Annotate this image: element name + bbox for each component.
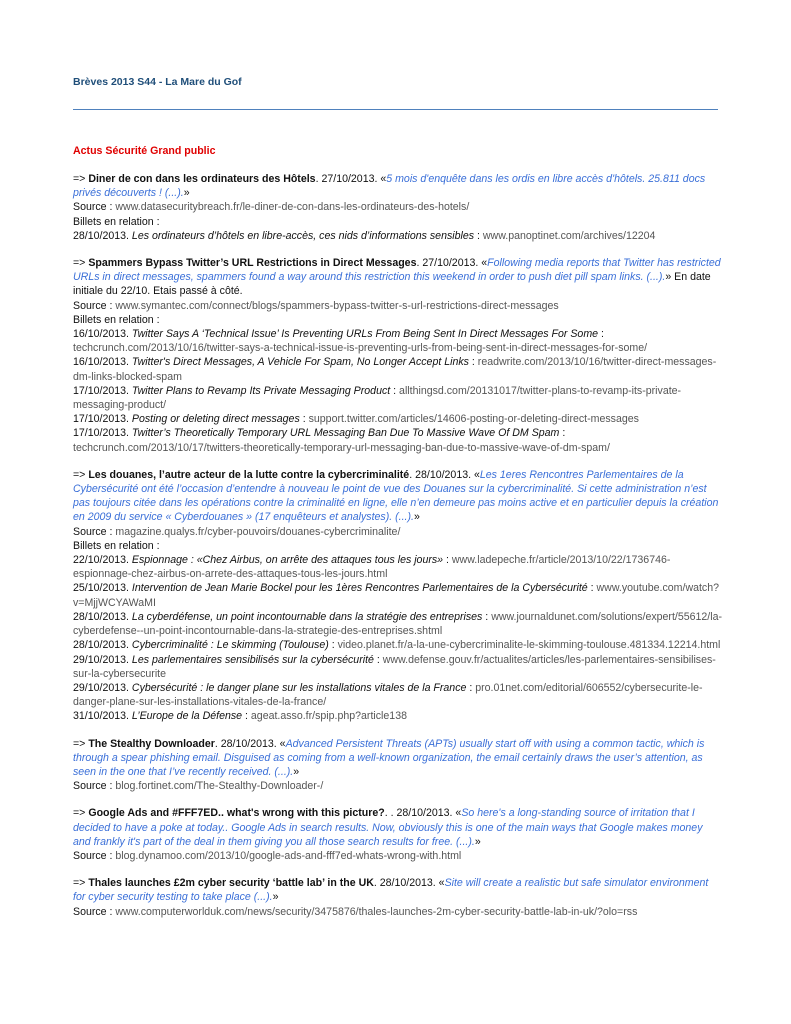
related-date: 28/10/2013. [73,610,132,623]
related-label: Billets en relation : [73,313,160,326]
entry-title: Les douanes, l’autre acteur de la lutte contre la cybercriminalité [88,468,410,481]
related-item: 25/10/2013. Intervention de Jean Marie Bockel pour les 1ères Rencontres Parlementaires de la Cybersécurité : www.youtube.com/watch?v=MjjWCYAWaMI [73,582,720,609]
entry-title: Diner de con dans les ordinateurs des Hôtels [88,173,316,185]
related-link[interactable]: video.planet.fr/a-la-une-cybercriminalite-le-skimming-toulouse.481334.12214.html [337,639,721,652]
entry-quote: Site will create a realistic but safe simulator environment for cyber security testing to take place (...). [73,877,709,904]
related-link[interactable]: allthingsd.com/20131017/twitter-plans-to-revamp-its-private-messaging-product/ [73,384,682,412]
related-date: 16/10/2013. [73,356,132,369]
entry-quote: Advanced Persistent Threats (APTs) usually start off with using a common tactic, which is through a spear phishing email. Disguised as coming from a well-known organization, the email certainly draws the user’s attention, as seen in the one that I’ve recently received. (...). [73,737,705,778]
related-title: Intervention de Jean Marie Bockel pour les 1ères Rencontres Parlementaires de la Cybersécurité [131,582,588,595]
related-item: 16/10/2013. Twitter Says A ‘Technical Issue’ Is Preventing URLs From Being Sent In Direct Messages For Some : techcrunch.com/2013/10/16/twitter-says-a-technical-issue-is-preventing-urls-from-being-sent-in-direct-messages-for-some/ [73,328,648,355]
header-divider [73,109,718,110]
related-date: 29/10/2013. [73,681,132,694]
related-item: 29/10/2013. Cybersécurité : le danger plane sur les installations vitales de la France : pro.01net.com/editorial/606552/cybersecurite-le-danger-plane-sur-les-installations-vitales-de-la-france/ [73,681,703,709]
related-link[interactable]: support.twitter.com/articles/14606-posting-or-deleting-direct-messages [308,413,639,426]
related-label: Billets en relation : [73,215,160,228]
related-link[interactable]: pro.01net.com/editorial/606552/cybersecurite-le-danger-plane-sur-les-installations-vitales-de-la-france/ [73,681,703,709]
source-link[interactable]: blog.dynamoo.com/2013/10/google-ads-and-fff7ed-whats-wrong-with.html [115,849,462,862]
related-link[interactable]: www.panoptinet.com/archives/12204 [482,229,656,242]
entry-source [73,525,723,539]
related-date: 25/10/2013. [73,582,132,595]
related-link[interactable]: www.youtube.com/watch?v=MjjWCYAWaMI [73,582,720,609]
related-item: 31/10/2013. L’Europe de la Défense : ageat.asso.fr/spip.php?article138 [73,710,407,723]
source-label: Source : [73,201,116,214]
related-date: 29/10/2013. [73,653,132,666]
related-date: 22/10/2013. [73,554,132,567]
entry-headline: => Google Ads and #FFF7ED.. what's wrong with this picture?. . 28/10/2013. «So here's a long-standing source of irritation that I decided to have a poke at today.. Google Ads in search results. Now, obviously this is one of the main ways that Google makes money and frankly it's part of the deal in them giving you all those search results for free. (...).» [73,807,703,848]
entry-quote: 5 mois d'enquête dans les ordis en libre accès d'hôtels. 25.811 docs privés découverts ! (...). [73,173,706,200]
source-label: Source : [73,780,116,793]
entry-title: Thales launches £2m cyber security ‘battle lab’ in the UK [88,877,374,890]
related-link[interactable]: www.defense.gouv.fr/actualites/articles/les-parlementaires-sensibilises-sur-la-cybersecurite [73,653,716,680]
entry-headline: => Spammers Bypass Twitter’s URL Restrictions in Direct Messages. 27/10/2013. «Following media reports that Twitter has restricted URLs in direct messages, spammers found a way around this restriction this weekend in order to push diet pill spam links. (...).» En date initiale du 22/10. Etais passé à côté. [73,257,721,298]
related-item: 17/10/2013. Posting or deleting direct messages : support.twitter.com/articles/14606-posting-or-deleting-direct-messages [73,413,639,426]
entry-title: Google Ads and #FFF7ED.. what's wrong with this picture? [88,807,385,820]
entry-quote: So here's a long-standing source of irritation that I decided to have a poke at today.. Google Ads in search results. Now, obviously this is one of the main ways that Google makes money and frankly it's part of the deal in them giving you all those search results for free. (...). [73,807,703,848]
related-title: Les ordinateurs d’hôtels en libre-accès, ces nids d’informations sensibles [131,229,475,242]
entry-quote: Following media reports that Twitter has restricted URLs in direct messages, spammers found a way around this restriction this weekend in order to push diet pill spam links. (...). [73,257,721,284]
related-title: Posting or deleting direct messages [131,413,300,426]
entry-title: The Stealthy Downloader [88,737,215,750]
entry-source [73,779,723,793]
document-header: Brèves 2013 S44 - La Mare du Gof [73,76,242,88]
news-entry [73,172,723,243]
related-link[interactable]: techcrunch.com/2013/10/16/twitter-says-a-technical-issue-is-preventing-urls-from-being-sent-in-direct-messages-for-some/ [73,342,648,355]
related-title: L’Europe de la Défense [131,710,243,723]
related-label: Billets en relation : [73,539,160,552]
related-link[interactable]: techcrunch.com/2013/10/17/twitters-theoretically-temporary-url-messaging-ban-due-to-massive-wave-of-dm-spam/ [73,441,610,454]
related-date: 28/10/2013. [73,639,132,652]
source-label: Source : [73,525,116,538]
entry-headline: => The Stealthy Downloader. 28/10/2013. «Advanced Persistent Threats (APTs) usually start off with using a common tactic, which is through a spear phishing email. Disguised as coming from a well-known organization, the email certainly draws the user’s attention, as seen in the one that I’ve recently received. (...).» [73,737,705,778]
related-link[interactable]: readwrite.com/2013/10/16/twitter-direct-messages-dm-links-blocked-spam [73,356,717,383]
related-date: 28/10/2013. [73,229,132,242]
related-link[interactable]: www.ladepeche.fr/article/2013/10/22/1736746-espionnage-chez-airbus-on-arrete-des-attaques-tous-les-jours.html [73,554,671,581]
source-link[interactable]: magazine.qualys.fr/cyber-pouvoirs/douanes-cybercriminalite/ [115,525,401,538]
source-link[interactable]: www.computerworlduk.com/news/security/3475876/thales-launches-2m-cyber-security-battle-lab-in-uk/?olo=rss [115,905,638,918]
related-date: 17/10/2013. [73,413,132,426]
news-entry [73,806,723,863]
entry-headline: => Les douanes, l’autre acteur de la lutte contre la cybercriminalité. 28/10/2013. «Les 1eres Rencontres Parlementaires de la Cybersécurité ont été l’occasion d’entendre à nouveau le point de vue des Douanes sur la cybercriminalité. Si cette administration n’est pas toujours citée dans les opérations contre la criminalité en ligne, elle n’en demeure pas moins active et en particulier depuis la création en 2009 du service « Cyberdouanes » (17 enquêteurs et analystes). (...).» [73,468,719,524]
related-title: Espionnage : «Chez Airbus, on arrête des attaques tous les jours» [131,554,444,567]
related-item: 17/10/2013. Twitter’s Theoretically Temporary URL Messaging Ban Due To Massive Wave Of DM Spam : techcrunch.com/2013/10/17/twitters-theoretically-temporary-url-messaging-ban-due-to-massive-wave-of-dm-spam/ [73,427,610,454]
related-title: Twitter's Direct Messages, A Vehicle For Spam, No Longer Accept Links [131,356,469,369]
news-entry [73,876,723,919]
source-label: Source : [73,905,116,918]
related-date: 16/10/2013. [73,328,132,341]
related-title: Les parlementaires sensibilisés sur la cybersécurité [131,653,374,666]
source-label: Source : [73,299,116,312]
related-title: Twitter Plans to Revamp Its Private Messaging Product [131,384,391,397]
related-item: 17/10/2013. Twitter Plans to Revamp Its Private Messaging Product : allthingsd.com/20131017/twitter-plans-to-revamp-its-private-messaging-product/ [73,384,682,412]
news-entry [73,737,723,794]
entry-headline: => Diner de con dans les ordinateurs des Hôtels. 27/10/2013. «5 mois d'enquête dans les ordis en libre accès d'hôtels. 25.811 docs privés découverts ! (...).» [73,173,706,200]
entry-source [73,905,723,919]
related-date: 31/10/2013. [73,710,132,723]
entry-source [73,849,723,863]
entry-title: Spammers Bypass Twitter’s URL Restrictions in Direct Messages [88,257,417,270]
news-entry [73,468,723,724]
source-label: Source : [73,849,116,862]
related-title: Cybersécurité : le danger plane sur les installations vitales de la France [131,681,467,694]
related-title: Twitter’s Theoretically Temporary URL Messaging Ban Due To Massive Wave Of DM Spam [131,427,560,440]
related-title: Twitter Says A ‘Technical Issue’ Is Preventing URLs From Being Sent In Direct Messages For Some [131,328,599,341]
related-date: 17/10/2013. [73,384,132,397]
news-entries [73,172,723,932]
source-link[interactable]: blog.fortinet.com/The-Stealthy-Downloader-/ [115,780,324,793]
entry-source [73,200,723,214]
related-item: 29/10/2013. Les parlementaires sensibilisés sur la cybersécurité : www.defense.gouv.fr/actualites/articles/les-parlementaires-sensibilises-sur-la-cybersecurite [73,653,716,680]
entry-source [73,299,723,313]
related-item: 28/10/2013. Cybercriminalité : Le skimming (Toulouse) : video.planet.fr/a-la-une-cybercriminalite-le-skimming-toulouse.481334.12214.html [73,639,721,652]
related-item: 28/10/2013. La cyberdéfense, un point incontournable dans la stratégie des entreprises : www.journaldunet.com/solutions/expert/55612/la-cyberdefense--un-point-incontournable-dans-la-strategie-des-entreprises.shtml [73,610,723,638]
related-link[interactable]: ageat.asso.fr/spip.php?article138 [250,710,407,723]
related-item: 16/10/2013. Twitter's Direct Messages, A Vehicle For Spam, No Longer Accept Links : readwrite.com/2013/10/16/twitter-direct-messages-dm-links-blocked-spam [73,356,717,383]
related-link[interactable]: www.journaldunet.com/solutions/expert/55612/la-cyberdefense--un-point-incontournable-dans-la-strategie-des-entreprises.shtml [73,610,723,638]
entry-quote: Les 1eres Rencontres Parlementaires de la Cybersécurité ont été l’occasion d’entendre à nouveau le point de vue des Douanes sur la cybercriminalité. Si cette administration n’est pas toujours citée dans les opérations contre la criminalité en ligne, elle n’en demeure pas moins active et en particulier depuis la création en 2009 du service « Cyberdouanes » (17 enquêteurs et analystes). (...). [73,468,719,524]
related-date: 17/10/2013. [73,427,132,440]
source-link[interactable]: www.datasecuritybreach.fr/le-diner-de-con-dans-les-ordinateurs-des-hotels/ [115,201,470,214]
related-title: La cyberdéfense, un point incontournable dans la stratégie des entreprises [131,610,483,623]
section-title: Actus Sécurité Grand public [73,145,216,157]
related-item: 28/10/2013. Les ordinateurs d’hôtels en libre-accès, ces nids d’informations sensibles : www.panoptinet.com/archives/12204 [73,229,656,242]
entry-headline: => Thales launches £2m cyber security ‘battle lab’ in the UK. 28/10/2013. «Site will create a realistic but safe simulator environment for cyber security testing to take place (...).» [73,877,709,904]
source-link[interactable]: www.symantec.com/connect/blogs/spammers-bypass-twitter-s-url-restrictions-direct-messages [115,299,559,312]
news-entry [73,256,723,455]
related-title: Cybercriminalité : Le skimming (Toulouse) [131,639,329,652]
related-item: 22/10/2013. Espionnage : «Chez Airbus, on arrête des attaques tous les jours» : www.ladepeche.fr/article/2013/10/22/1736746-espionnage-chez-airbus-on-arrete-des-attaques-tous-les-jours.html [73,554,671,581]
